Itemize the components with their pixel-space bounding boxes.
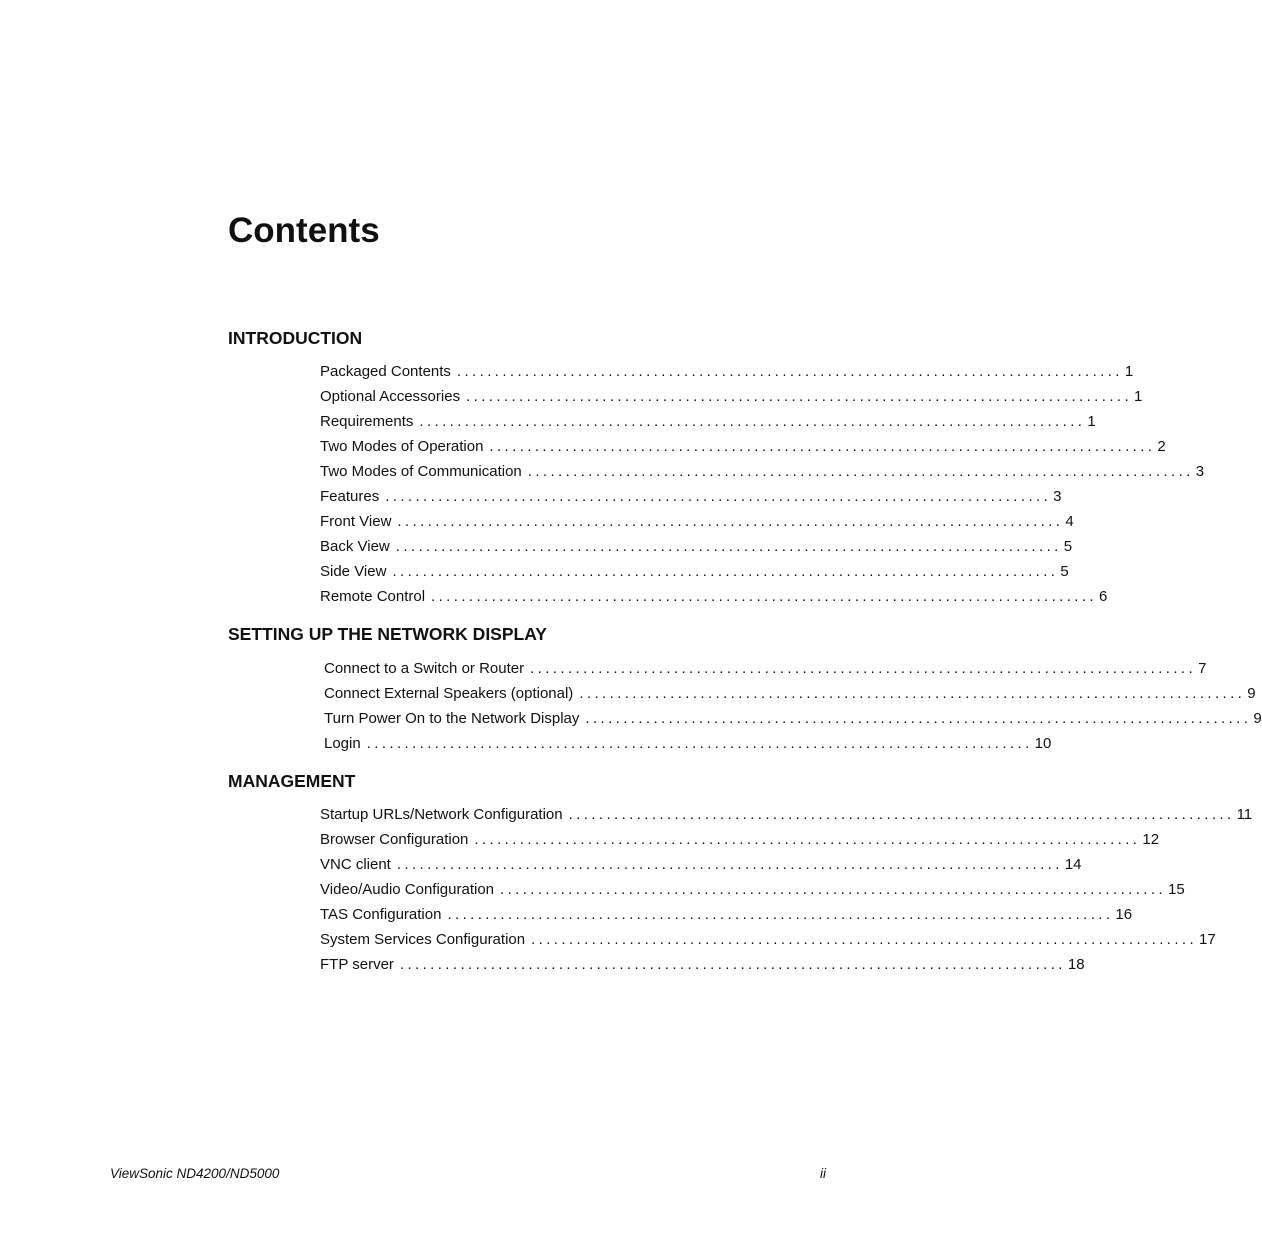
toc-entry-page: 7 — [1198, 660, 1207, 677]
toc-entry-page: 6 — [1099, 588, 1108, 605]
dot-leader: ........................................................................................ — [474, 831, 1141, 848]
toc-entry-label: Packaged Contents — [320, 363, 451, 380]
toc-entry-page: 1 — [1087, 413, 1096, 430]
toc-entry[interactable] — [320, 434, 1166, 459]
toc-entry[interactable] — [320, 827, 1160, 852]
toc-entry-page: 1 — [1124, 363, 1134, 380]
dot-leader: ........................................................................................ — [395, 538, 1062, 555]
toc-entry-label: Side View — [320, 563, 387, 580]
section-heading-management: MANAGEMENT — [228, 771, 356, 791]
toc-entry-page: 4 — [1065, 513, 1074, 530]
toc-entry-label: Login — [324, 735, 361, 752]
toc-entry-label: FTP server — [320, 956, 394, 973]
toc-entry-page: 17 — [1199, 931, 1216, 948]
toc-entry[interactable] — [320, 509, 1074, 534]
toc-entry[interactable] — [324, 681, 1256, 706]
toc-entry-label: Turn Power On to the Network Display — [324, 710, 580, 727]
toc-entry[interactable] — [320, 359, 1134, 384]
dot-leader: ........................................................................................ — [527, 463, 1194, 480]
toc-entry-page: 11 — [1236, 806, 1253, 823]
dot-leader: ........................................................................................ — [399, 956, 1066, 973]
toc-entry-label: TAS Configuration — [320, 906, 442, 923]
toc-entry-label: VNC client — [320, 856, 391, 873]
toc-entry-label: Browser Configuration — [320, 831, 469, 848]
toc-entry-page: 10 — [1034, 735, 1052, 752]
dot-leader: ........................................................................................ — [397, 513, 1064, 530]
toc-entry-page: 1 — [1134, 388, 1143, 405]
toc-entry-label: Back View — [320, 538, 390, 555]
section-heading-setting-up: SETTING UP THE NETWORK DISPLAY — [228, 624, 547, 644]
footer-product-name: ViewSonic ND4200/ND5000 — [110, 1166, 280, 1181]
toc-entry-label: Connect to a Switch or Router — [324, 660, 525, 677]
dot-leader: ........................................................................................ — [366, 735, 1033, 752]
page-title: Contents — [228, 211, 380, 250]
toc-entry[interactable] — [320, 802, 1253, 827]
toc-list-setting-up — [324, 656, 1262, 756]
toc-entry-page: 9 — [1247, 685, 1256, 702]
toc-entry[interactable] — [320, 384, 1143, 409]
toc-entry-page: 3 — [1053, 488, 1062, 505]
toc-entry-page: 14 — [1064, 856, 1082, 873]
toc-entry-page: 12 — [1142, 831, 1160, 848]
dot-leader: ........................................................................................ — [579, 685, 1246, 702]
dot-leader: ........................................................................................ — [500, 881, 1166, 898]
toc-entry[interactable] — [320, 484, 1062, 509]
toc-entry-label: Startup URLs/Network Configuration — [320, 806, 563, 823]
toc-list-management — [320, 802, 1253, 977]
dot-leader: ........................................................................................ — [568, 806, 1235, 823]
toc-entry[interactable] — [320, 902, 1133, 927]
toc-entry-label: Features — [320, 488, 380, 505]
toc-entry-label: System Services Configuration — [320, 931, 526, 948]
toc-entry[interactable] — [320, 409, 1096, 434]
toc-entry-page: 5 — [1060, 563, 1069, 580]
toc-entry-page: 18 — [1067, 956, 1085, 973]
toc-entry[interactable] — [320, 559, 1069, 584]
toc-list-introduction — [320, 359, 1205, 609]
toc-entry-label: Requirements — [320, 413, 414, 430]
toc-entry[interactable] — [324, 656, 1207, 681]
toc-entry[interactable] — [320, 534, 1073, 559]
toc-entry[interactable] — [320, 927, 1216, 952]
toc-entry-label: Two Modes of Communication — [320, 463, 522, 480]
toc-entry-page: 15 — [1167, 881, 1185, 898]
toc-entry-label: Connect External Speakers (optional) — [324, 685, 574, 702]
toc-entry[interactable] — [320, 584, 1108, 609]
dot-leader: ........................................................................................ — [447, 906, 1114, 923]
dot-leader: ........................................................................................ — [466, 388, 1133, 405]
dot-leader: ........................................................................................ — [385, 488, 1052, 505]
toc-entry-label: Remote Control — [320, 588, 426, 605]
toc-entry[interactable] — [320, 877, 1185, 902]
toc-entry-page: 5 — [1063, 538, 1073, 555]
dot-leader: ........................................................................................ — [531, 931, 1198, 948]
dot-leader: ........................................................................................ — [396, 856, 1063, 873]
footer-page-number: ii — [820, 1166, 826, 1181]
toc-entry[interactable] — [324, 731, 1052, 756]
section-heading-introduction: INTRODUCTION — [228, 328, 363, 348]
toc-entry-label: Front View — [320, 513, 392, 530]
dot-leader: ........................................................................................ — [489, 438, 1156, 455]
toc-entry-label: Two Modes of Operation — [320, 438, 484, 455]
toc-entry-page: 3 — [1195, 463, 1205, 480]
toc-entry-page: 2 — [1157, 438, 1166, 455]
dot-leader: ........................................................................................ — [585, 710, 1252, 727]
dot-leader: ........................................................................................ — [392, 563, 1059, 580]
toc-entry-label: Video/Audio Configuration — [320, 881, 495, 898]
toc-entry[interactable] — [324, 706, 1262, 731]
toc-entry[interactable] — [320, 852, 1082, 877]
toc-entry-page: 16 — [1115, 906, 1133, 923]
toc-entry-page: 9 — [1253, 710, 1262, 727]
toc-entry-label: Optional Accessories — [320, 388, 461, 405]
dot-leader: ........................................................................................ — [530, 660, 1197, 677]
dot-leader: ........................................................................................ — [456, 363, 1123, 380]
toc-entry[interactable] — [320, 952, 1085, 977]
dot-leader: ........................................................................................ — [431, 588, 1097, 605]
dot-leader: ........................................................................................ — [419, 413, 1086, 430]
toc-entry[interactable] — [320, 459, 1205, 484]
